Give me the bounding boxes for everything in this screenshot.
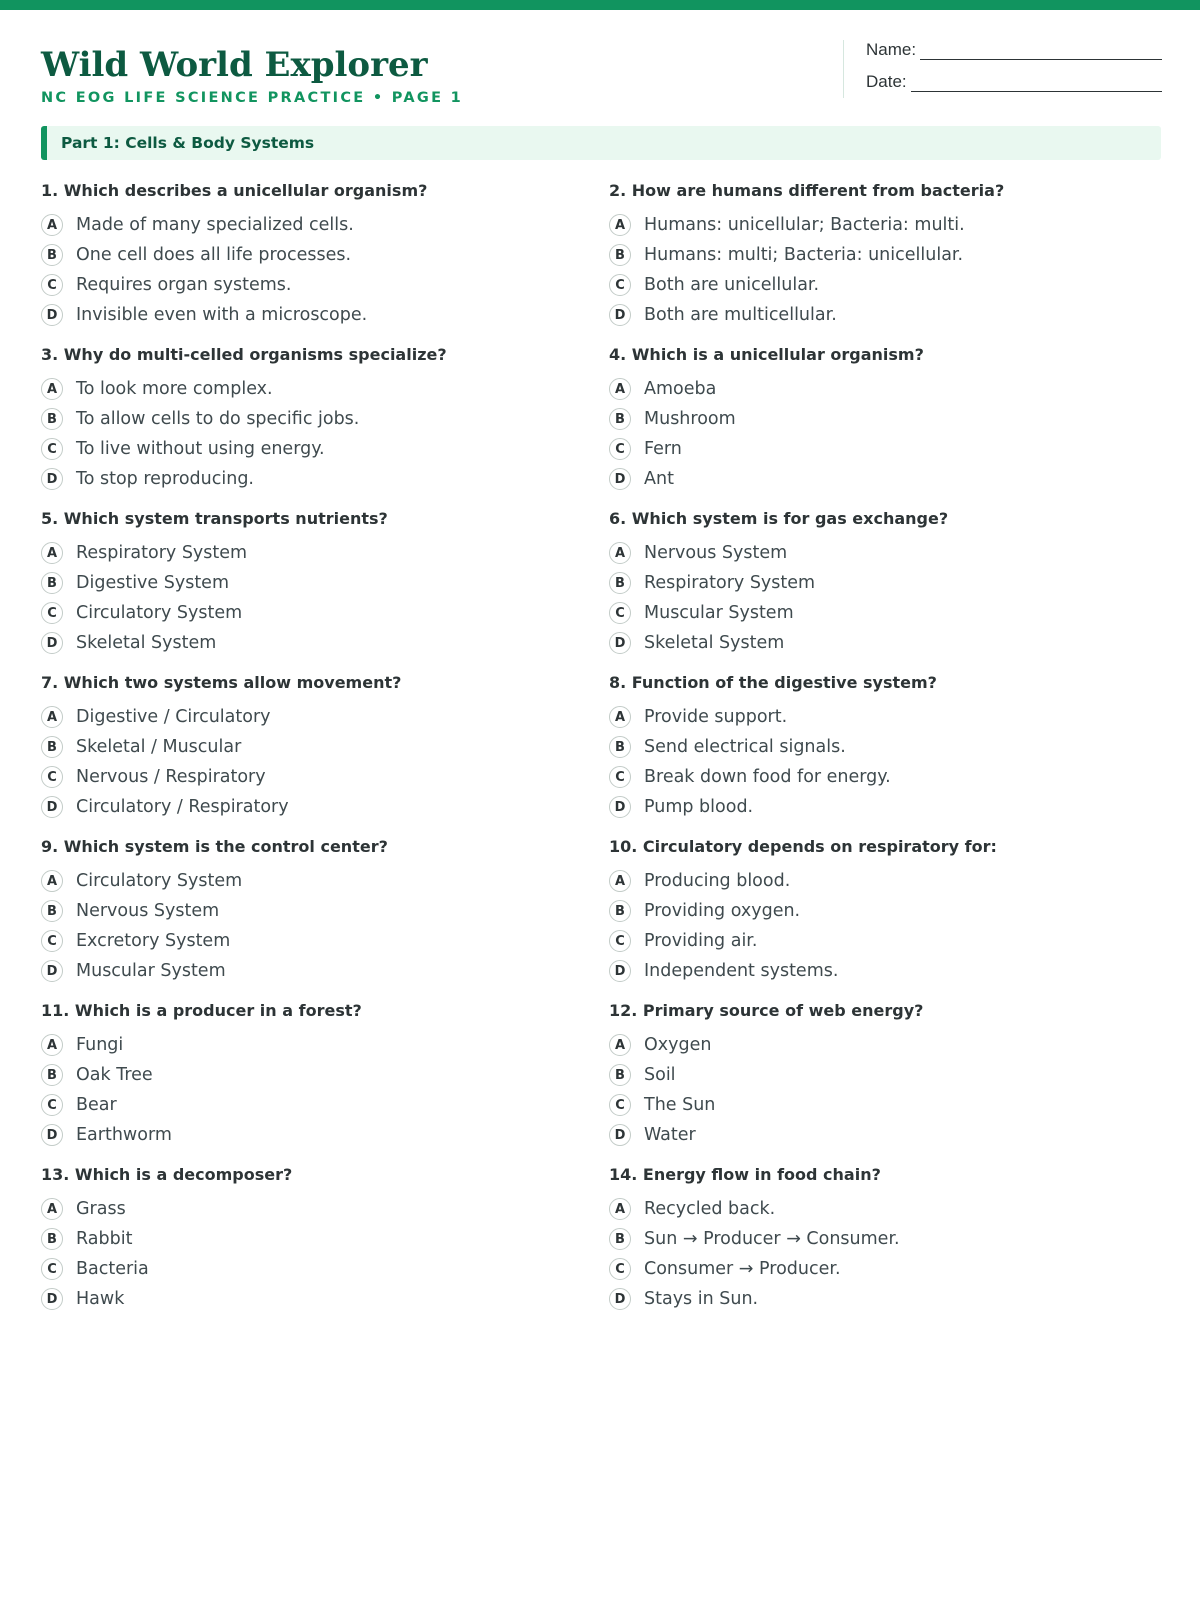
- answer-option[interactable]: [41, 702, 581, 732]
- answer-bubble[interactable]: D: [609, 632, 631, 654]
- question-block: [609, 1000, 1149, 1150]
- answer-text: Water: [644, 1125, 696, 1145]
- answer-bubble[interactable]: C: [41, 1258, 63, 1280]
- question-stem: 7. Which two systems allow movement?: [41, 673, 402, 692]
- answer-bubble[interactable]: B: [609, 900, 631, 922]
- question-block: [41, 180, 581, 330]
- question-stem: 2. How are humans different from bacteria?: [609, 181, 1005, 200]
- answer-bubble[interactable]: D: [41, 1124, 63, 1146]
- answer-option[interactable]: [41, 374, 581, 404]
- top-accent-bar: [0, 0, 1200, 10]
- answer-option[interactable]: [609, 464, 1149, 494]
- answer-option[interactable]: [41, 300, 581, 330]
- answer-text: Earthworm: [76, 1125, 172, 1145]
- answer-text: Providing air.: [644, 931, 758, 951]
- answer-bubble[interactable]: D: [41, 632, 63, 654]
- answer-option[interactable]: [609, 792, 1149, 822]
- answer-text: Skeletal System: [76, 633, 217, 653]
- answer-option[interactable]: [41, 866, 581, 896]
- answer-bubble[interactable]: D: [609, 960, 631, 982]
- answer-text: Digestive / Circulatory: [76, 707, 271, 727]
- answer-bubble[interactable]: C: [609, 766, 631, 788]
- answer-option[interactable]: [41, 598, 581, 628]
- answer-text: Humans: multi; Bacteria: unicellular.: [644, 245, 964, 265]
- question-block: [41, 1000, 581, 1150]
- answer-bubble[interactable]: A: [609, 1198, 631, 1220]
- answer-text: Requires organ systems.: [76, 275, 292, 295]
- answer-text: Nervous System: [644, 543, 788, 563]
- answer-option[interactable]: [609, 598, 1149, 628]
- answer-bubble[interactable]: B: [41, 408, 63, 430]
- answer-option[interactable]: [609, 210, 1149, 240]
- answer-option[interactable]: [41, 1194, 581, 1224]
- answer-bubble[interactable]: D: [609, 1124, 631, 1146]
- answer-text: Skeletal System: [644, 633, 785, 653]
- answer-bubble[interactable]: B: [41, 900, 63, 922]
- answer-text: Both are unicellular.: [644, 275, 820, 295]
- question-stem: 6. Which system is for gas exchange?: [609, 509, 949, 528]
- answer-text: Humans: unicellular; Bacteria: multi.: [644, 215, 965, 235]
- answer-option[interactable]: [609, 762, 1149, 792]
- answer-option[interactable]: [41, 434, 581, 464]
- answer-option[interactable]: [609, 702, 1149, 732]
- answer-option[interactable]: [41, 210, 581, 240]
- answer-option[interactable]: [41, 762, 581, 792]
- answer-option[interactable]: [609, 926, 1149, 956]
- question-block: [41, 672, 581, 822]
- answer-bubble[interactable]: C: [41, 274, 63, 296]
- answer-option[interactable]: [41, 628, 581, 658]
- question-block: [609, 180, 1149, 330]
- answer-bubble[interactable]: B: [41, 244, 63, 266]
- question-block: [609, 836, 1149, 986]
- answer-option[interactable]: [609, 1194, 1149, 1224]
- answer-text: Oak Tree: [76, 1065, 153, 1085]
- answer-option[interactable]: [609, 1060, 1149, 1090]
- answer-option[interactable]: [41, 270, 581, 300]
- answer-text: Providing oxygen.: [644, 901, 801, 921]
- question-block: [609, 344, 1149, 494]
- answer-option[interactable]: [609, 1030, 1149, 1060]
- answer-option[interactable]: [609, 404, 1149, 434]
- answer-option[interactable]: [609, 568, 1149, 598]
- question-block: [41, 508, 581, 658]
- name-blank-line[interactable]: [920, 45, 1162, 60]
- answer-option[interactable]: [41, 1284, 581, 1314]
- answer-text: Nervous / Respiratory: [76, 767, 266, 787]
- answer-option[interactable]: [41, 1090, 581, 1120]
- answer-bubble[interactable]: A: [41, 378, 63, 400]
- date-field[interactable]: [866, 72, 1162, 92]
- answer-option[interactable]: [609, 732, 1149, 762]
- answer-option[interactable]: [609, 538, 1149, 568]
- question-stem: 14. Energy flow in food chain?: [609, 1165, 881, 1184]
- answer-text: Break down food for energy.: [644, 767, 891, 787]
- answer-text: Invisible even with a microscope.: [76, 305, 368, 325]
- answer-option[interactable]: [609, 1090, 1149, 1120]
- answer-bubble[interactable]: A: [41, 1198, 63, 1220]
- answer-bubble[interactable]: C: [41, 602, 63, 624]
- answer-option[interactable]: [41, 538, 581, 568]
- answer-text: Send electrical signals.: [644, 737, 846, 757]
- answer-option[interactable]: [41, 792, 581, 822]
- answer-bubble[interactable]: A: [41, 706, 63, 728]
- answer-text: Pump blood.: [644, 797, 754, 817]
- answer-bubble[interactable]: B: [41, 1064, 63, 1086]
- answer-bubble[interactable]: D: [41, 1288, 63, 1310]
- answer-text: Producing blood.: [644, 871, 791, 891]
- answer-text: Sun → Producer → Consumer.: [644, 1229, 900, 1249]
- question-stem: 9. Which system is the control center?: [41, 837, 388, 856]
- answer-text: Excretory System: [76, 931, 231, 951]
- question-block: [609, 1164, 1149, 1314]
- question-stem: 8. Function of the digestive system?: [609, 673, 937, 692]
- answer-option[interactable]: [609, 300, 1149, 330]
- answer-bubble[interactable]: D: [609, 468, 631, 490]
- question-stem: 11. Which is a producer in a forest?: [41, 1001, 362, 1020]
- answer-bubble[interactable]: C: [609, 602, 631, 624]
- answer-option[interactable]: [41, 404, 581, 434]
- answer-option[interactable]: [41, 1224, 581, 1254]
- answer-text: Circulatory System: [76, 871, 243, 891]
- answer-bubble[interactable]: C: [41, 766, 63, 788]
- answer-text: Fern: [644, 439, 682, 459]
- answer-text: One cell does all life processes.: [76, 245, 352, 265]
- answer-option[interactable]: [609, 374, 1149, 404]
- answer-text: Ant: [644, 469, 674, 489]
- answer-text: Muscular System: [76, 961, 226, 981]
- answer-bubble[interactable]: B: [41, 1228, 63, 1250]
- answer-text: Both are multicellular.: [644, 305, 837, 325]
- answer-text: Recycled back.: [644, 1199, 776, 1219]
- answer-bubble[interactable]: D: [41, 960, 63, 982]
- name-label: Name:: [866, 40, 917, 59]
- question-stem: 12. Primary source of web energy?: [609, 1001, 924, 1020]
- answer-bubble[interactable]: A: [609, 1034, 631, 1056]
- worksheet-header: [41, 40, 1161, 120]
- answer-bubble[interactable]: C: [609, 274, 631, 296]
- answer-option[interactable]: [609, 1224, 1149, 1254]
- question-block: [41, 836, 581, 986]
- answer-option[interactable]: [609, 240, 1149, 270]
- answer-bubble[interactable]: D: [41, 468, 63, 490]
- answer-bubble[interactable]: D: [609, 304, 631, 326]
- answer-text: To look more complex.: [76, 379, 273, 399]
- question-block: [609, 672, 1149, 822]
- page-subtitle: NC EOG LIFE SCIENCE PRACTICE • PAGE 1: [41, 90, 464, 106]
- answer-text: Soil: [644, 1065, 676, 1085]
- answer-text: Hawk: [76, 1289, 125, 1309]
- answer-bubble[interactable]: D: [41, 304, 63, 326]
- answer-text: Independent systems.: [644, 961, 839, 981]
- answer-text: Oxygen: [644, 1035, 712, 1055]
- section-heading: [41, 126, 1161, 160]
- answer-bubble[interactable]: A: [41, 542, 63, 564]
- question-stem: 5. Which system transports nutrients?: [41, 509, 388, 528]
- answer-option[interactable]: [609, 270, 1149, 300]
- answer-text: Muscular System: [644, 603, 794, 623]
- question-block: [41, 344, 581, 494]
- answer-text: Consumer → Producer.: [644, 1259, 841, 1279]
- answer-bubble[interactable]: A: [41, 870, 63, 892]
- answer-bubble[interactable]: B: [609, 1228, 631, 1250]
- answer-bubble[interactable]: C: [609, 930, 631, 952]
- answer-text: To allow cells to do specific jobs.: [76, 409, 360, 429]
- answer-option[interactable]: [41, 926, 581, 956]
- answer-option[interactable]: [41, 240, 581, 270]
- answer-bubble[interactable]: C: [41, 438, 63, 460]
- answer-bubble[interactable]: B: [609, 572, 631, 594]
- answer-option[interactable]: [41, 896, 581, 926]
- answer-bubble[interactable]: A: [609, 706, 631, 728]
- answer-text: Circulatory System: [76, 603, 243, 623]
- answer-option[interactable]: [41, 568, 581, 598]
- question-stem: 1. Which describes a unicellular organism?: [41, 181, 428, 200]
- answer-bubble[interactable]: A: [609, 542, 631, 564]
- date-label: Date:: [866, 72, 907, 91]
- answer-option[interactable]: [609, 866, 1149, 896]
- page-title: Wild World Explorer: [41, 45, 428, 85]
- question-stem: 10. Circulatory depends on respiratory for:: [609, 837, 997, 856]
- answer-bubble[interactable]: C: [609, 1094, 631, 1116]
- answer-option[interactable]: [41, 464, 581, 494]
- answer-bubble[interactable]: A: [609, 214, 631, 236]
- answer-text: Bear: [76, 1095, 117, 1115]
- answer-text: To live without using energy.: [76, 439, 325, 459]
- answer-bubble[interactable]: D: [609, 1288, 631, 1310]
- answer-text: Rabbit: [76, 1229, 133, 1249]
- name-field[interactable]: [866, 40, 1162, 60]
- answer-option[interactable]: [41, 956, 581, 986]
- question-stem: 3. Why do multi-celled organisms specialize?: [41, 345, 447, 364]
- answer-bubble[interactable]: B: [609, 244, 631, 266]
- answer-text: Circulatory / Respiratory: [76, 797, 289, 817]
- answer-bubble[interactable]: C: [41, 1094, 63, 1116]
- question-stem: 4. Which is a unicellular organism?: [609, 345, 924, 364]
- answer-option[interactable]: [609, 628, 1149, 658]
- answer-bubble[interactable]: C: [41, 930, 63, 952]
- answer-option[interactable]: [609, 1120, 1149, 1150]
- answer-bubble[interactable]: D: [609, 796, 631, 818]
- answer-bubble[interactable]: C: [609, 438, 631, 460]
- answer-text: Digestive System: [76, 573, 229, 593]
- answer-text: Mushroom: [644, 409, 736, 429]
- answer-text: Respiratory System: [76, 543, 248, 563]
- answer-option[interactable]: [609, 956, 1149, 986]
- answer-bubble[interactable]: A: [609, 378, 631, 400]
- answer-bubble[interactable]: A: [609, 870, 631, 892]
- answer-bubble[interactable]: A: [41, 214, 63, 236]
- question-block: [609, 508, 1149, 658]
- answer-text: Respiratory System: [644, 573, 816, 593]
- answer-text: Bacteria: [76, 1259, 149, 1279]
- answer-option[interactable]: [41, 732, 581, 762]
- section-title: Part 1: Cells & Body Systems: [61, 134, 315, 152]
- student-info-box: [843, 40, 1162, 98]
- answer-text: To stop reproducing.: [76, 469, 254, 489]
- answer-bubble[interactable]: B: [41, 736, 63, 758]
- answer-text: Provide support.: [644, 707, 788, 727]
- answer-text: Nervous System: [76, 901, 220, 921]
- answer-option[interactable]: [609, 1254, 1149, 1284]
- question-block: [41, 1164, 581, 1314]
- answer-bubble[interactable]: D: [41, 796, 63, 818]
- question-stem: 13. Which is a decomposer?: [41, 1165, 293, 1184]
- answer-bubble[interactable]: C: [609, 1258, 631, 1280]
- answer-bubble[interactable]: B: [609, 408, 631, 430]
- answer-text: Made of many specialized cells.: [76, 215, 354, 235]
- answer-text: Amoeba: [644, 379, 717, 399]
- answer-bubble[interactable]: B: [609, 1064, 631, 1086]
- answer-text: The Sun: [644, 1095, 716, 1115]
- answer-option[interactable]: [609, 896, 1149, 926]
- date-blank-line[interactable]: [911, 77, 1162, 92]
- answer-bubble[interactable]: B: [609, 736, 631, 758]
- answer-option[interactable]: [609, 434, 1149, 464]
- answer-option[interactable]: [41, 1060, 581, 1090]
- answer-text: Skeletal / Muscular: [76, 737, 242, 757]
- answer-text: Grass: [76, 1199, 126, 1219]
- answer-text: Fungi: [76, 1035, 124, 1055]
- answer-text: Stays in Sun.: [644, 1289, 759, 1309]
- answer-option[interactable]: [609, 1284, 1149, 1314]
- answer-bubble[interactable]: B: [41, 572, 63, 594]
- answer-option[interactable]: [41, 1254, 581, 1284]
- answer-option[interactable]: [41, 1120, 581, 1150]
- answer-bubble[interactable]: A: [41, 1034, 63, 1056]
- answer-option[interactable]: [41, 1030, 581, 1060]
